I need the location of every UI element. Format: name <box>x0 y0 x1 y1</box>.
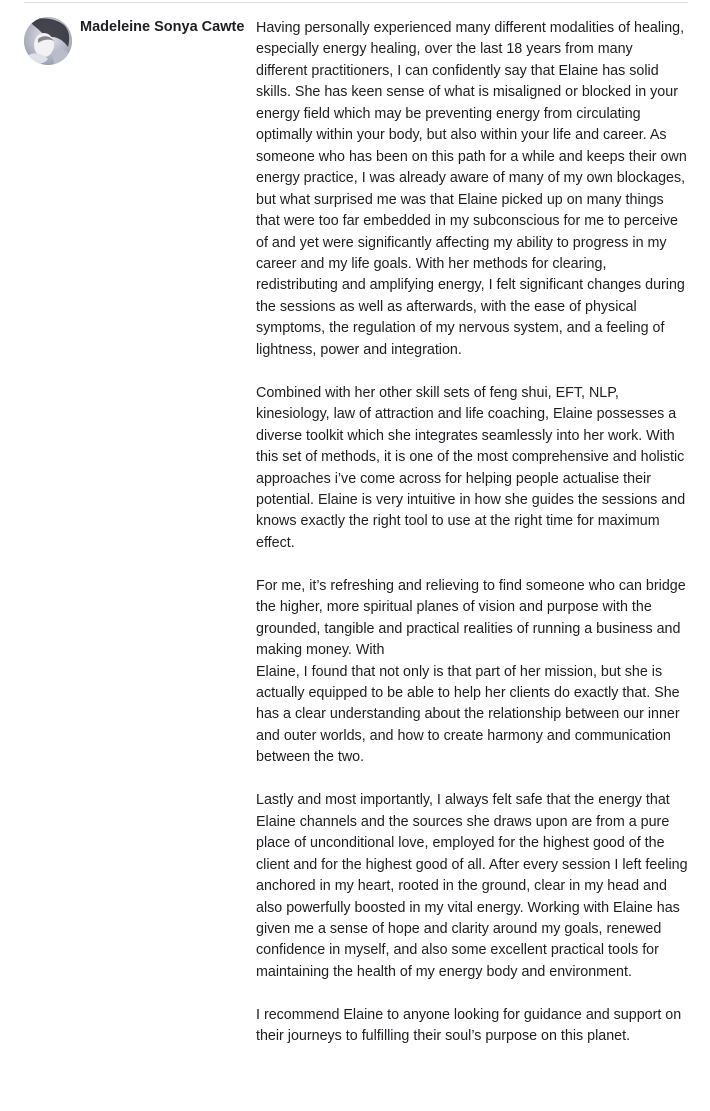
review-text <box>256 18 688 1048</box>
avatar-photo-icon <box>24 17 72 65</box>
reviewer-name[interactable]: Madeleine Sonya Cawte <box>80 19 245 35</box>
review-paragraph: Lastly and most importantly, I always felt safe that the energy that Elaine channels and the sources she draws upon are from a pure place of unconditional love, employed for the highest good of the client and for the highest good of all. After every session I left feeling anchored in my heart, rooted in the ground, clear in my head and also powerfully boosted in my vital energy. Working with Elaine has given me a sense of hope and clarity around my goals, renewed confidence in myself, and also some excellent practical tools for maintaining the health of my energy body and environment. <box>256 792 688 980</box>
review-paragraph: I recommend Elaine to anyone looking for guidance and support on their journeys to fulfilling their soul’s purpose on this planet. <box>256 1006 682 1045</box>
review-paragraph: Combined with her other skill sets of feng shui, EFT, NLP, kinesiology, law of attraction and life coaching, Elaine possesses a diverse toolkit which she integrates seamlessly into her work. With this set of methods, it is one of the most comprehensive and holistic approaches i’ve come across for helping people actualise their potential. Elaine is very intuitive in how she guides the sessions and knows exactly the right tool to use at the right time for maximum effect. <box>256 384 686 551</box>
review-paragraph: Having personally experienced many different modalities of healing, especially energy healing, over the last 18 years from many different practitioners, I can confidently say that Elaine has solid skills. She has keen sense of what is misaligned or blocked in your energy field which may be preventing energy from circulating optimally within your body, but also within your life and career. As someone who has been on this path for a while and keeps their own energy practice, I was already aware of many of my own blockages, but what surprised me was that Elaine picked up on many things that were too far embedded in my subconscious for me to perceive of and yet were significantly affecting my ability to progress in my career and my life goals. With her methods for clearing, redistributing and amplifying energy, I felt significant changes during the sessions as well as afterwards, with the ease of physical symptoms, the regulation of my nervous system, and a feeling of lightness, power and integration. <box>256 20 687 358</box>
top-divider <box>24 2 688 3</box>
reviewer-avatar[interactable] <box>24 17 72 65</box>
review-paragraph: For me, it’s refreshing and relieving to find someone who can bridge the higher, more spiritual planes of vision and purpose with the grounded, tangible and practical realities of running a business and making money. With Elaine, I found that not only is that part of her mission, but she is actually equipped to be able to help her clients do exactly that. She has a clear understanding about the relationship between our inner and outer worlds, and how to create harmony and communication between the two. <box>256 577 686 766</box>
